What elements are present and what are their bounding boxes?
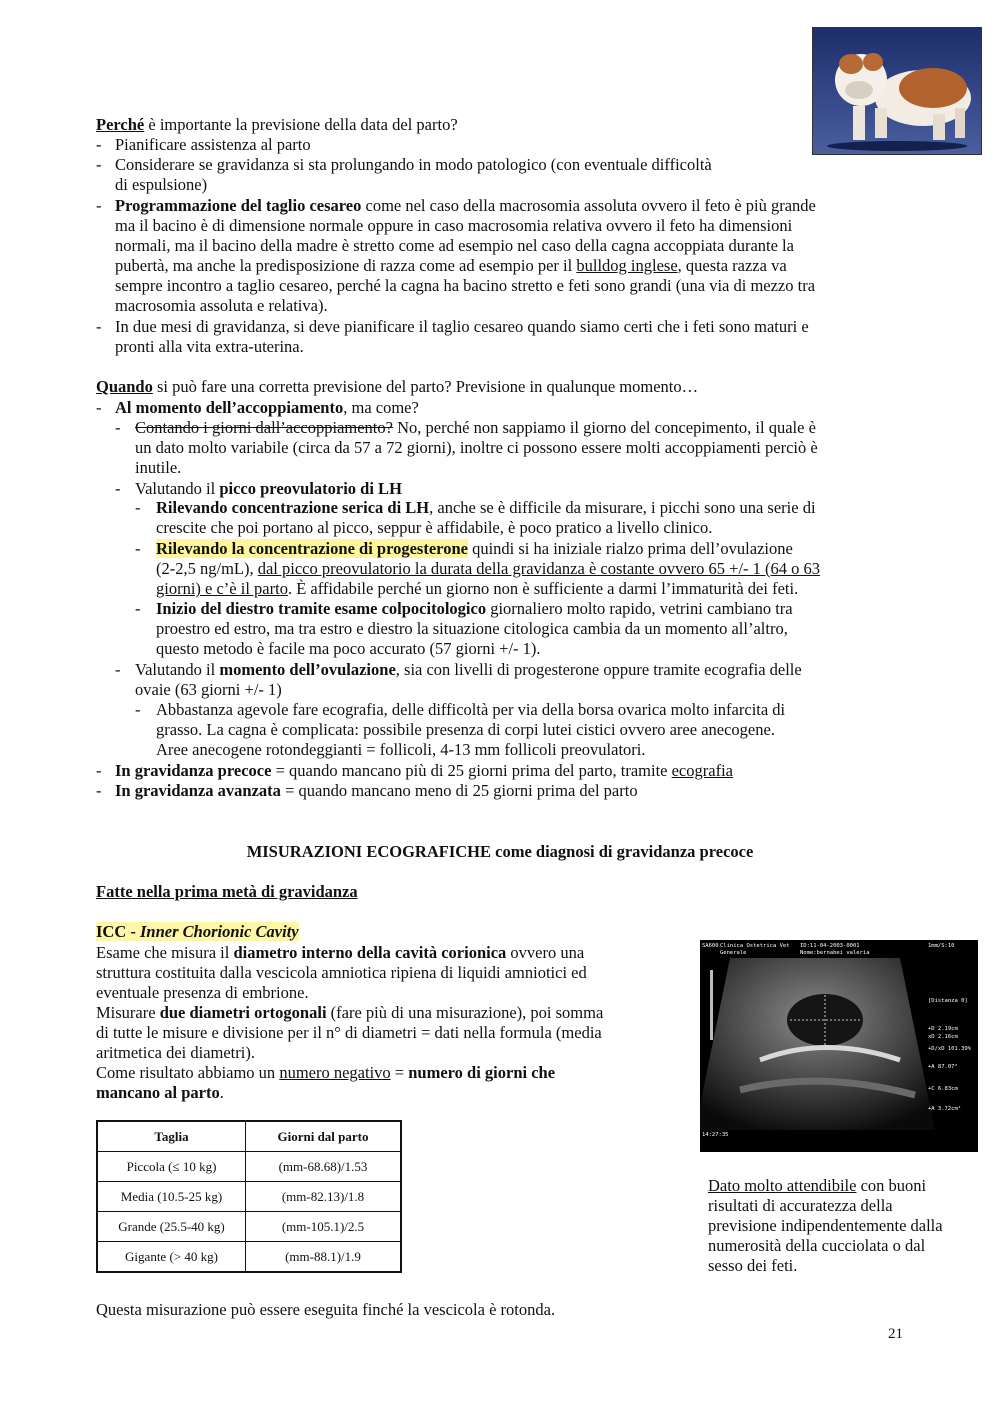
- text-span: , sia con livelli di progesterone oppure tramite ecografia delle: [395, 660, 802, 679]
- subtitle: [96, 882, 358, 902]
- text-span: Come risultato abbiamo un: [96, 1063, 280, 1082]
- bold-term: due diametri ortogonali: [159, 1003, 327, 1022]
- us-measure: xD 2.16cm: [928, 1034, 958, 1040]
- table-header: Giorni dal parto: [246, 1121, 402, 1152]
- text-span: , ma come?: [343, 398, 419, 417]
- why-keyword: Perché: [96, 115, 145, 134]
- side-note-line: sesso dei feti.: [708, 1256, 798, 1275]
- bullet-dash: -: [96, 761, 102, 780]
- when-keyword: Quando: [96, 377, 153, 396]
- when-question-text: si può fare una corretta previsione del parto? Previsione in qualunque momento…: [152, 377, 699, 396]
- side-note-line: numerosità della cucciolata o dal: [708, 1236, 926, 1255]
- text-line: [156, 579, 798, 599]
- text-line: Aree anecogene rotondeggianti = follicoli, 4-13 mm follicoli preovulatori.: [156, 740, 646, 759]
- table-cell: (mm-82.13)/1.8: [246, 1182, 402, 1212]
- underlined-text: giorni) e c’è il parto: [156, 579, 288, 598]
- table-row: [97, 1182, 401, 1212]
- icc-abbrev: ICC -: [96, 922, 140, 941]
- progesterone: [156, 539, 793, 559]
- text-line: proestro ed estro, ma tra estro e diestro la situazione citologica cambia da un momento all’altro,: [156, 619, 788, 638]
- side-note-line: risultati di accuratezza della: [708, 1196, 893, 1215]
- lh-peak-keyword: picco preovulatorio di LH: [219, 479, 402, 498]
- table-cell: (mm-105.1)/2.5: [246, 1212, 402, 1242]
- size-formula-table: [96, 1120, 402, 1273]
- table-header-row: [97, 1121, 401, 1152]
- bullet-dash: -: [115, 479, 121, 498]
- text-span: giornaliero molto rapido, vetrini cambiano tra: [486, 599, 793, 618]
- us-clinic: Clinica Ostetrica Vet: [720, 943, 790, 949]
- icc-line: struttura costituita dalla vescicola amniotica ripiena di liquidi amniotici ed: [96, 963, 587, 982]
- late-keyword: In gravidanza avanzata: [115, 781, 281, 800]
- bullet-dash: -: [96, 135, 102, 154]
- lh-peak: [135, 479, 402, 499]
- bulldog-term: bulldog inglese: [576, 256, 678, 275]
- text-span: Valutando il: [135, 660, 220, 679]
- text-line: grasso. La cagna è complicata: possibile presenza di corpi lutei cistici ovvero aree anecogene.: [156, 720, 775, 739]
- ultrasound-note: Abbastanza agevole fare ecografia, delle difficoltà per via della borsa ovarica molto infarcita di: [156, 700, 786, 719]
- late-pregnancy: [115, 781, 638, 801]
- bullet-dash: -: [96, 317, 102, 336]
- table-cell: (mm-68.68)/1.53: [246, 1152, 402, 1182]
- section-title: [0, 842, 1000, 862]
- text-line: crescite che poi portano al picco, seppur è affidabile, è poco pratico a livello clinico.: [156, 518, 713, 537]
- icc-line: di tutte le misure e divisione per il n° di diametri = dati nella formula (media: [96, 1023, 602, 1042]
- text-span: ovvero una: [506, 943, 585, 962]
- bullet-dash: -: [96, 155, 102, 174]
- bullet-dash: -: [96, 398, 102, 417]
- text-span: =: [390, 1063, 409, 1082]
- table-cell: Gigante (> 40 kg): [97, 1242, 246, 1273]
- bullet-dash: -: [135, 700, 141, 719]
- at-mating: [115, 398, 419, 418]
- us-id: ID:11-04-2003-0001: [800, 943, 860, 949]
- text-line: [115, 256, 787, 276]
- at-mating-keyword: Al momento dell’accoppiamento: [115, 398, 344, 417]
- text-span: (2-2,5 ng/mL),: [156, 559, 258, 578]
- table-row: [97, 1152, 401, 1182]
- side-note-line: [708, 1176, 926, 1196]
- underlined-text: Dato molto attendibile: [708, 1176, 857, 1195]
- subtitle-text: Fatte nella prima metà di gravidanza: [96, 882, 358, 901]
- text-span: .: [219, 1083, 224, 1102]
- table-cell: Media (10.5-25 kg): [97, 1182, 246, 1212]
- text-span: , anche se è difficile da misurare, i picchi sono una serie di: [429, 498, 816, 517]
- text-line: normali, ma il bacino della madre è stretto come ad esempio nel caso della cagna accoppiata durante la: [115, 236, 794, 255]
- reason-cesarean: [115, 196, 816, 216]
- cesarean-keyword: Programmazione del taglio cesareo: [115, 196, 362, 215]
- us-measure: +D 2.19cm: [928, 1026, 958, 1032]
- text-span: = quando mancano più di 25 giorni prima del parto, tramite: [271, 761, 672, 780]
- text-line: ovaie (63 giorni +/- 1): [135, 680, 282, 699]
- us-measure: +A 87.07°: [928, 1064, 958, 1070]
- text-line: [156, 559, 820, 579]
- icc-line: aritmetica dei diametri).: [96, 1043, 255, 1062]
- us-top-left: SA600: [702, 943, 719, 949]
- reason-two-months: In due mesi di gravidanza, si deve pianificare il taglio cesareo quando siamo certi che i feti sono maturi e: [115, 317, 809, 336]
- bullet-dash: -: [135, 539, 141, 558]
- text-line: questo metodo è facile ma poco accurato (57 giorni +/- 1).: [156, 639, 541, 658]
- icc-line: [96, 1063, 555, 1083]
- bold-term: mancano al parto: [96, 1083, 220, 1102]
- text-span: (fare più di una misurazione), poi somma: [326, 1003, 604, 1022]
- bullet-dash: -: [96, 196, 102, 215]
- why-question: [96, 115, 458, 135]
- bold-term: numero di giorni che: [408, 1063, 556, 1082]
- text-line: pronti alla vita extra-uterina.: [115, 337, 304, 356]
- table-row: [97, 1242, 401, 1273]
- text-span: Valutando il: [135, 479, 220, 498]
- table-row: [97, 1212, 401, 1242]
- bullet-dash: -: [96, 781, 102, 800]
- bullet-dash: -: [115, 418, 121, 437]
- text-span: . È affidabile perché un giorno non è sufficiente a darmi l’immaturità dei feti.: [287, 579, 799, 598]
- us-time: 14:27:35: [702, 1132, 729, 1138]
- underlined-text: dal picco preovulatorio la durata della gravidanza è costante ovvero 65 +/- 1 (64 o 63: [257, 559, 821, 578]
- text-line: sempre incontro a taglio cesareo, perché la cagna ha bacino stretto e feti sono grandi (una via di mezzo tra: [115, 276, 816, 295]
- bullet-dash: -: [135, 498, 141, 517]
- icc-line: [96, 943, 584, 963]
- reason-prolonged-cont: di espulsione): [115, 175, 208, 194]
- us-measure: +A 3.72cm²: [928, 1106, 962, 1112]
- icc-line: [96, 1083, 224, 1103]
- page-number: 21: [888, 1326, 903, 1342]
- text-span: No, perché non sappiamo il giorno del concepimento, il quale è: [392, 418, 816, 437]
- early-pregnancy: [115, 761, 733, 781]
- table-cell: Grande (25.5-40 kg): [97, 1212, 246, 1242]
- table-cell: (mm-88.1)/1.9: [246, 1242, 402, 1273]
- text-line: inutile.: [135, 458, 182, 477]
- us-rnd: 1mm/S:10: [928, 943, 955, 949]
- us-distance: [Distanza 0]: [928, 998, 968, 1004]
- text-span: pubertà, ma anche la predisposizione di razza come ad esempio per il: [115, 256, 577, 275]
- bullet-dash: -: [135, 599, 141, 618]
- text-span: = quando mancano meno di 25 giorni prima del parto: [280, 781, 638, 800]
- icc-full-name: Inner Chorionic Cavity: [140, 922, 299, 941]
- icc-line: eventuale presenza di embrione.: [96, 983, 309, 1002]
- underlined-text: numero negativo: [279, 1063, 391, 1082]
- us-measure: +C 6.83cm: [928, 1086, 958, 1092]
- diestrus-keyword: Inizio del diestro tramite esame colpocitologico: [156, 599, 487, 618]
- when-question: [96, 377, 698, 397]
- us-general: Generale: [720, 950, 747, 956]
- cesarean-text: come nel caso della macrosomia assoluta ovvero il feto è più grande: [361, 196, 816, 215]
- icc-heading: [96, 922, 299, 942]
- table-header: Taglia: [97, 1121, 246, 1152]
- ultrasound-image: [700, 940, 978, 1152]
- table-cell: Piccola (≤ 10 kg): [97, 1152, 246, 1182]
- early-keyword: In gravidanza precoce: [115, 761, 272, 780]
- serum-lh-keyword: Rilevando concentrazione serica di LH: [156, 498, 430, 517]
- text-line: ma il bacino è di dimensione normale oppure in caso macrosomia relativa ovvero il feto ha dimensioni: [115, 216, 793, 235]
- icc-line: [96, 1003, 603, 1023]
- bulldog-photo: [812, 27, 982, 155]
- serum-lh: [156, 498, 816, 518]
- text-span: con buoni: [856, 1176, 927, 1195]
- ovulation-keyword: momento dell’ovulazione: [219, 660, 396, 679]
- reason-assistance: Pianificare assistenza al parto: [115, 135, 311, 154]
- ovulation: [135, 660, 802, 680]
- text-span: quindi si ha iniziale rialzo prima dell’ovulazione: [467, 539, 793, 558]
- struck-text: Contando i giorni dall’accoppiamento?: [135, 418, 393, 437]
- reason-prolonged: Considerare se gravidanza si sta prolungando in modo patologico (con eventuale difficoltà: [115, 155, 712, 174]
- bold-term: diametro interno della cavità corionica: [233, 943, 507, 962]
- closing-sentence: Questa misurazione può essere eseguita finché la vescicola è rotonda.: [96, 1300, 556, 1319]
- diestrus: [156, 599, 793, 619]
- us-measure: +D/xD 101.39%: [928, 1046, 972, 1052]
- text-span: Misurare: [96, 1003, 160, 1022]
- progesterone-highlight: Rilevando la concentrazione di progesterone: [156, 539, 468, 558]
- section-title-text: MISURAZIONI ECOGRAFICHE come diagnosi di gravidanza precoce: [246, 842, 754, 861]
- text-line: macrosomia assoluta e relativa).: [115, 296, 328, 315]
- counting-days: [135, 418, 816, 438]
- text-span: Esame che misura il: [96, 943, 234, 962]
- side-note-line: previsione indipendentemente dalla: [708, 1216, 943, 1235]
- us-name: Nome:bernabei valeria: [800, 950, 870, 956]
- ultrasound-term: ecografia: [671, 761, 733, 780]
- why-question-text: è importante la previsione della data del parto?: [144, 115, 458, 134]
- text-span: , questa razza va: [677, 256, 787, 275]
- text-line: un dato molto variabile (circa da 57 a 72 giorni), inoltre ci possono essere molti accoppiamenti perciò è: [135, 438, 818, 457]
- bullet-dash: -: [115, 660, 121, 679]
